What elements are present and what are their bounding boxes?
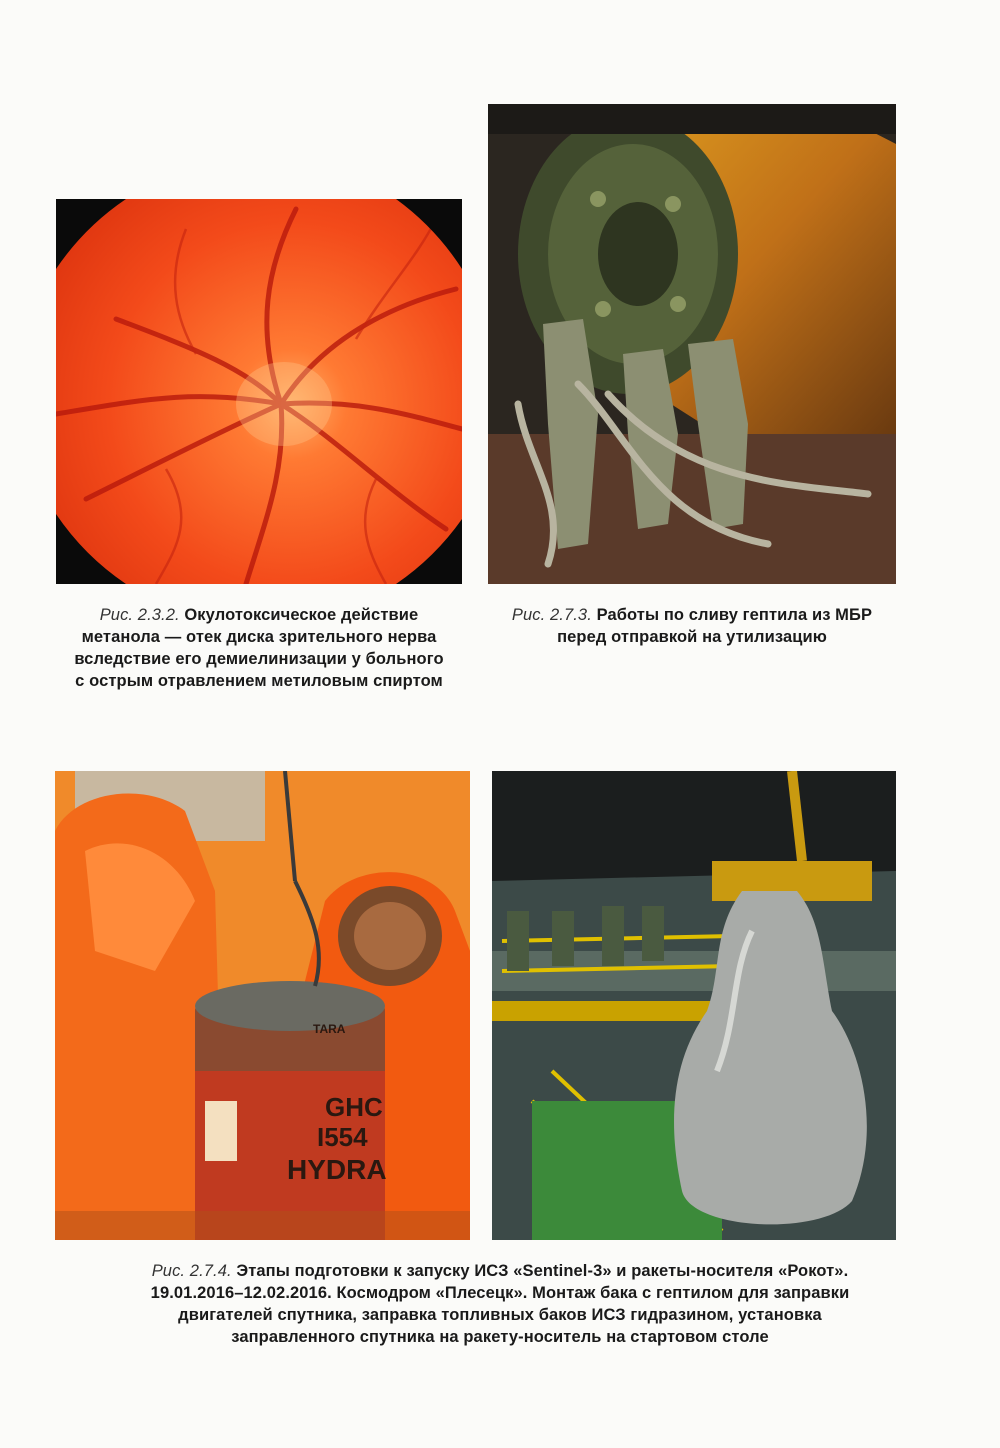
tank-label: I554 xyxy=(317,1122,368,1152)
figure-label: Рис. 2.7.4. xyxy=(151,1262,232,1280)
tank-label: HYDRA xyxy=(287,1154,387,1185)
figure-label: Рис. 2.7.3. xyxy=(511,606,592,624)
missile-drain-photo xyxy=(488,104,896,584)
figure-caption-text: Окулотоксическое действие метанола — отек диска зрительного нерва вследствие его демиелинизации у больного с острым отравлением метиловым спиртом xyxy=(74,606,444,690)
hydrazine-fueling-photo xyxy=(55,771,470,1240)
figure-caption-text: Работы по сливу гептила из МБР перед отправкой на утилизацию xyxy=(557,606,873,646)
fundus-photo xyxy=(56,199,462,584)
figure-caption-text: Этапы подготовки к запуску ИСЗ «Sentinel-3» и ракеты-носителя «Рокот». 19.01.2016–12.02.2016. Космодром «Плесецк». Монтаж бака с гептилом для заправки двигателей спутника, заправка топливных баков ИСЗ гидразином, установка заправленного спутника на ракету-носитель на стартовом столе xyxy=(150,1262,850,1346)
figure-label: Рис. 2.3.2. xyxy=(99,606,180,624)
tank-label: TARA xyxy=(313,1022,346,1036)
figure-caption-2-7-3 xyxy=(480,604,904,648)
tank-label: GHC xyxy=(325,1092,383,1122)
satellite-install-photo xyxy=(492,771,896,1240)
figure-caption-2-3-2 xyxy=(40,604,478,692)
figure-caption-2-7-4 xyxy=(40,1260,960,1348)
